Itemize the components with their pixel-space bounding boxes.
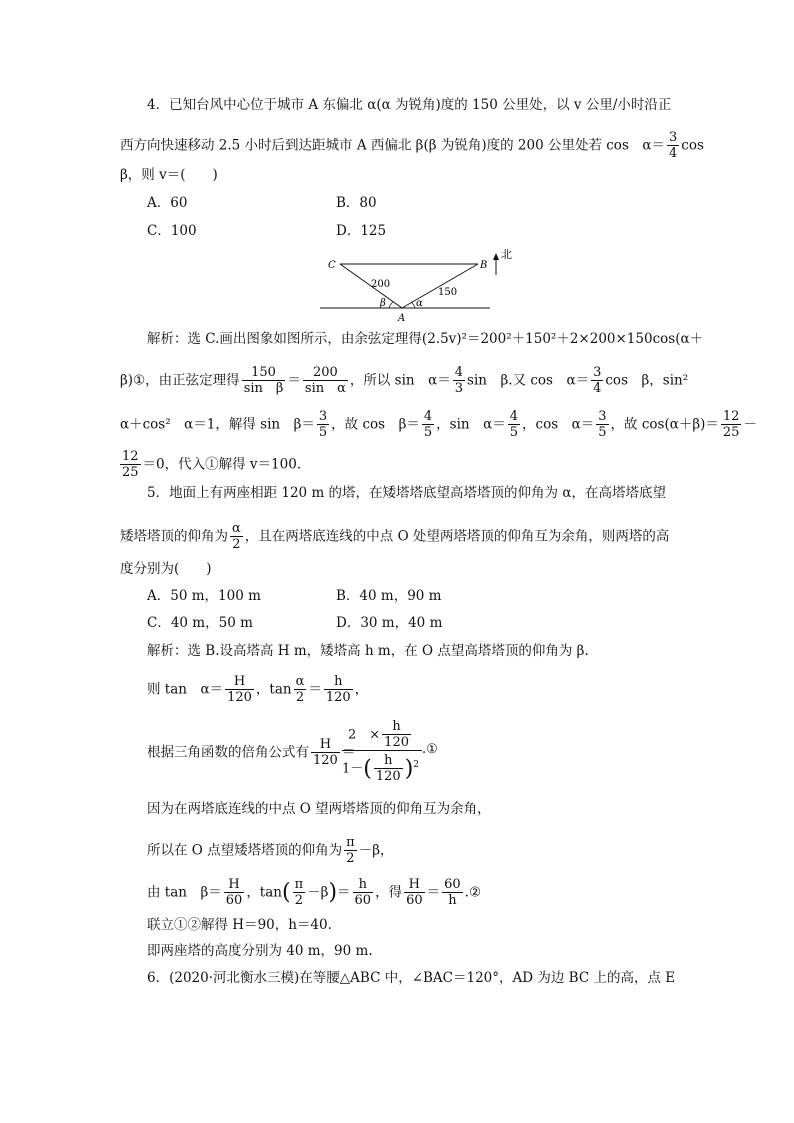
right-paren: ) bbox=[404, 756, 414, 782]
q4-sol4-frac bbox=[120, 450, 141, 480]
q4-stem-line3: β，则 v＝( ) bbox=[120, 167, 218, 183]
q5-stem-frac bbox=[230, 522, 243, 552]
q5-sol5-a: 所以在 O 点望矮塔塔顶的仰角为 bbox=[147, 842, 343, 859]
q5-stem-line2-a: 矮塔塔顶的仰角为 bbox=[120, 528, 228, 545]
q4-fraction bbox=[667, 131, 679, 161]
q4-solution-line4 bbox=[118, 450, 301, 480]
frac-den: h bbox=[448, 893, 457, 908]
q5-sol2-frac3 bbox=[324, 675, 353, 705]
q6-stem-line1: 6．(2020·河北衡水三模)在等腰△ABC 中，∠BAC＝120°，AD 为边 BC 上的高，点 E bbox=[147, 970, 676, 986]
frac-den: 120 bbox=[227, 690, 252, 705]
q5-double-angle-fraction bbox=[342, 710, 438, 790]
frac-den: 4 bbox=[593, 381, 602, 396]
frac-num: H bbox=[404, 878, 425, 893]
left-paren: ( bbox=[281, 880, 291, 905]
frac-num: h bbox=[374, 754, 403, 769]
q4-solution-line1: 解析：选 C.画出图象如图所示，由余弦定理得(2.5v)²＝200²＋150²＋2×200×150cos(α＋ bbox=[147, 331, 704, 347]
frac-den: 5 bbox=[318, 425, 328, 440]
fig-label-a: A bbox=[398, 313, 406, 323]
q5-df-top-a: 2 × bbox=[348, 727, 381, 743]
frac-num: H bbox=[311, 738, 340, 753]
q5-stem-line2 bbox=[120, 522, 669, 552]
q5-sol2-b: ，tan bbox=[255, 681, 292, 698]
q5-sol2-frac1 bbox=[225, 675, 254, 705]
q5-option-b: B．40 m，90 m bbox=[336, 588, 442, 604]
right-paren: ) bbox=[328, 880, 338, 905]
frac-num: 4 bbox=[423, 409, 433, 424]
q5-sol6-frac1 bbox=[224, 878, 245, 908]
frac-num: π bbox=[294, 877, 304, 892]
frac-den: 2 bbox=[232, 537, 241, 552]
q4-sol2-frac3 bbox=[453, 366, 465, 396]
q4-frac-num: 3 bbox=[668, 130, 678, 145]
q4-sol2-eq: ＝ bbox=[287, 372, 301, 389]
q5-solution-line6 bbox=[147, 878, 481, 908]
q5-solution-line5 bbox=[147, 836, 394, 866]
q5-sol6-a: 由 tan β＝ bbox=[147, 884, 222, 901]
frac-num: h bbox=[324, 675, 353, 690]
q5-sol5-frac bbox=[344, 836, 357, 866]
q4-stem-line2-end: cos bbox=[681, 137, 704, 154]
q4-sol3-frac2 bbox=[422, 410, 434, 440]
q4-option-b: B．80 bbox=[336, 195, 377, 211]
q4-option-d: D．125 bbox=[336, 223, 387, 239]
frac-num: H bbox=[225, 675, 254, 690]
frac-num: h bbox=[382, 720, 411, 735]
q4-sol2-c: sin β.又 cos α＝ bbox=[467, 372, 590, 389]
frac-den: 2 bbox=[294, 893, 303, 908]
q4-option-c: C．100 bbox=[147, 223, 197, 239]
frac-den: 120 bbox=[325, 690, 351, 705]
q4-sol3-b: ，故 cos β＝ bbox=[331, 416, 420, 433]
q5-solution-line7: 联立①②解得 H＝90，h＝40. bbox=[147, 917, 332, 933]
q5-sol3-a: 根据三角函数的倍角公式有 bbox=[147, 744, 309, 761]
q4-sol2-a: β)①，由正弦定理得 bbox=[120, 372, 240, 389]
q5-df-exp: 2 bbox=[413, 760, 420, 771]
q5-sol6-f: ＝ bbox=[426, 884, 441, 901]
q5-df-bot-a: 1－ bbox=[342, 761, 364, 777]
q4-sol2-b: ，所以 sin α＝ bbox=[349, 372, 451, 389]
q5-sol2-frac2 bbox=[294, 675, 307, 705]
q4-sol3-frac5 bbox=[721, 410, 742, 440]
q5-df-end: .① bbox=[422, 742, 438, 757]
q4-sol3-a: α＋cos² α＝1，解得 sin β＝ bbox=[120, 416, 315, 433]
q4-sol2-frac4 bbox=[591, 366, 603, 396]
frac-den: 2 bbox=[295, 690, 305, 705]
q4-sol2-frac1 bbox=[242, 366, 286, 396]
frac-num: 60 bbox=[444, 877, 461, 892]
q4-stem-line2-text: 西方向快速移动 2.5 小时后到达距城市 A 西偏北 β(β 为锐角)度的 200 公里处若 cos α＝ bbox=[120, 137, 665, 154]
q5-solution-line4: 因为在两塔底连线的中点 O 望两塔塔顶的仰角互为余角， bbox=[147, 801, 491, 817]
frac-den: 120 bbox=[313, 753, 338, 768]
q5-df-bar bbox=[342, 750, 422, 751]
q4-figure bbox=[318, 245, 518, 323]
q5-sol6-d: ＝ bbox=[337, 884, 351, 901]
frac-den: 60 bbox=[406, 893, 423, 908]
q4-sol3-d: ，cos α＝ bbox=[522, 416, 595, 433]
frac-num: H bbox=[224, 878, 245, 893]
frac-den: 120 bbox=[375, 769, 401, 784]
frac-num: α bbox=[295, 674, 305, 689]
q5-df-top bbox=[348, 720, 413, 750]
q5-df-bot-frac bbox=[374, 754, 403, 784]
q4-sol3-c: ，sin α＝ bbox=[436, 416, 506, 433]
fig-label-alpha: α bbox=[416, 298, 423, 309]
q4-sol3-frac4 bbox=[596, 410, 608, 440]
q5-df-bottom bbox=[342, 754, 419, 784]
left-paren: ( bbox=[363, 756, 372, 782]
q5-option-d: D．30 m，40 m bbox=[336, 615, 443, 631]
q5-sol3-eq: ＝ bbox=[341, 744, 356, 761]
q4-stem-line1: 4．已知台风中心位于城市 A 东偏北 α(α 为锐角)度的 150 公里处，以 v 公里/小时沿正 bbox=[147, 97, 672, 113]
q5-sol2-c: ＝ bbox=[308, 681, 322, 698]
frac-den: 5 bbox=[509, 425, 519, 440]
frac-num: π bbox=[346, 835, 355, 850]
q5-solution-line1: 解析：选 B.设高塔高 H m，矮塔高 h m，在 O 点望高塔塔顶的仰角为 β. bbox=[147, 643, 589, 659]
fig-label-beta: β bbox=[380, 298, 386, 309]
q5-option-c: C．40 m，50 m bbox=[147, 615, 253, 631]
q5-sol2-d: ， bbox=[354, 681, 369, 698]
q5-sol6-frac5 bbox=[442, 878, 463, 908]
q5-sol6-g: .② bbox=[464, 884, 482, 901]
frac-den: 60 bbox=[354, 893, 372, 908]
q4-sol3-f: － bbox=[743, 416, 757, 433]
q5-solution-line3 bbox=[147, 738, 355, 768]
frac-num: 12 bbox=[122, 449, 139, 464]
frac-num: 150 bbox=[242, 366, 286, 381]
fig-label-c: C bbox=[328, 260, 336, 271]
frac-num: 3 bbox=[318, 409, 328, 424]
frac-den: 5 bbox=[598, 425, 607, 440]
q5-stem-line3: 度分别为( ) bbox=[120, 561, 212, 577]
fig-label-200: 200 bbox=[371, 279, 391, 290]
q4-option-a: A．60 bbox=[147, 195, 188, 211]
q5-sol6-c: －β bbox=[307, 884, 329, 901]
frac-num: 3 bbox=[593, 365, 602, 380]
q4-sol2-d: cos β，sin² bbox=[605, 372, 689, 389]
q4-solution-line3 bbox=[120, 410, 757, 440]
frac-den: 120 bbox=[384, 735, 409, 750]
q5-sol3-frac1 bbox=[311, 738, 340, 768]
frac-den: 60 bbox=[225, 893, 243, 908]
q5-solution-line8: 即两座塔的高度分别为 40 m，90 m. bbox=[147, 943, 373, 959]
q4-solution-line2 bbox=[120, 366, 688, 396]
frac-den: 25 bbox=[722, 425, 740, 440]
q5-sol6-frac4 bbox=[404, 878, 425, 908]
frac-den: 25 bbox=[122, 465, 139, 480]
q5-df-top-frac bbox=[382, 720, 411, 750]
q5-sol6-frac2 bbox=[293, 878, 306, 908]
frac-num: 12 bbox=[722, 409, 740, 424]
frac-num: 3 bbox=[598, 409, 607, 424]
q5-sol2-a: 则 tan α＝ bbox=[147, 681, 224, 698]
q5-solution-line2 bbox=[147, 675, 368, 705]
q4-sol2-frac2 bbox=[303, 366, 348, 396]
fig-label-north: 北 bbox=[501, 248, 512, 261]
frac-num: 200 bbox=[303, 366, 348, 381]
frac-den: 3 bbox=[454, 381, 464, 396]
fig-label-b: B bbox=[480, 260, 488, 271]
q5-sol6-frac3 bbox=[353, 878, 374, 908]
q4-sol3-frac1 bbox=[317, 410, 329, 440]
q4-sol3-frac3 bbox=[508, 410, 520, 440]
frac-num: 4 bbox=[509, 409, 519, 424]
frac-num: α bbox=[232, 521, 241, 536]
q4-sol3-e: ，故 cos(α＋β)＝ bbox=[610, 416, 719, 433]
q5-sol6-e: ，得 bbox=[375, 884, 403, 901]
q5-stem-line1: 5．地面上有两座相距 120 m 的塔，在矮塔塔底望高塔塔顶的仰角为 α，在高塔塔底望 bbox=[147, 485, 666, 501]
fig-label-150: 150 bbox=[438, 287, 458, 298]
q4-sol4-a: ＝0，代入①解得 v＝100. bbox=[142, 456, 302, 473]
frac-den: sin β bbox=[243, 381, 284, 396]
q4-frac-den: 4 bbox=[668, 146, 678, 161]
q5-stem-line2-b: ，且在两塔底连线的中点 O 处望两塔塔顶的仰角互为余角，则两塔的高 bbox=[244, 528, 670, 545]
frac-den: sin α bbox=[304, 381, 346, 396]
frac-den: 2 bbox=[346, 851, 355, 866]
frac-num: h bbox=[353, 878, 374, 893]
q5-option-a: A．50 m，100 m bbox=[147, 588, 261, 604]
q5-sol5-b: －β， bbox=[358, 842, 394, 859]
q4-stem-line2 bbox=[120, 131, 704, 161]
q5-sol6-b: ，tan bbox=[246, 884, 282, 901]
frac-den: 5 bbox=[423, 425, 433, 440]
frac-num: 4 bbox=[454, 365, 464, 380]
